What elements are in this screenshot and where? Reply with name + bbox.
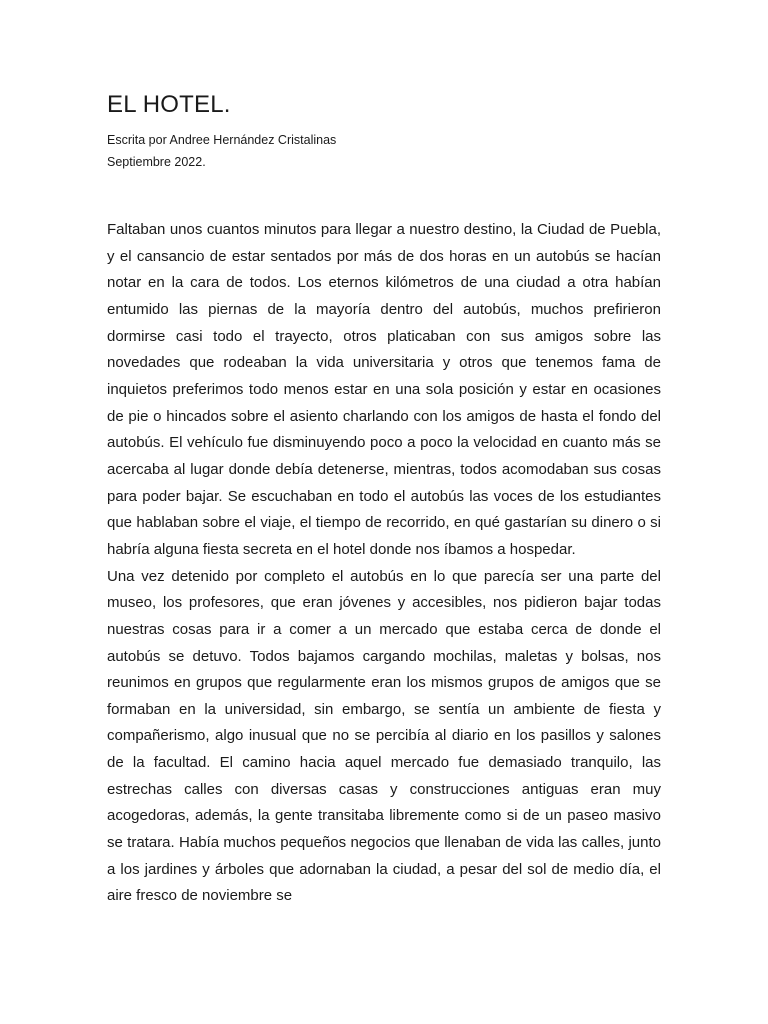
author-line: Escrita por Andree Hernández Cristalinas [107, 133, 337, 147]
document-title: EL HOTEL. [107, 91, 231, 118]
paragraph-1: Faltaban unos cuantos minutos para llegar a nuestro destino, la Ciudad de Puebla, y el cansancio de estar sentados por más de dos horas en un autobús se hacían notar en la cara de todos. Los eternos kilómetros de una ciudad a otra habían entumido las piernas de la mayoría dentro del autobús, muchos prefirieron dormirse casi todo el trayecto, otros platicaban con sus amigos sobre las novedades que rodeaban la vida universitaria y otros que tenemos fama de inquietos preferimos todo menos estar en una sola posición y estar en ocasiones de pie o hincados sobre el asiento charlando con los amigos de hasta el fondo del autobús. El vehículo fue disminuyendo poco a poco la velocidad en cuanto más se acercaba al lugar donde debía detenerse, mientras, todos acomodaban sus cosas para poder bajar. Se escuchaban en todo el autobús las voces de los estudiantes que hablaban sobre el viaje, el tiempo de recorrido, en qué gastarían su dinero o si habría alguna fiesta secreta en el hotel donde nos íbamos a hospedar. [107, 221, 661, 558]
document-body [107, 217, 661, 910]
date-line: Septiembre 2022. [107, 155, 206, 169]
paragraph-2: Una vez detenido por completo el autobús en lo que parecía ser una parte del museo, los profesores, que eran jóvenes y accesibles, nos pidieron bajar todas nuestras cosas para ir a comer a un mercado que estaba cerca de donde el autobús se detuvo. Todos bajamos cargando mochilas, maletas y bolsas, nos reunimos en grupos que regularmente eran los mismos grupos de amigos que se formaban en la universidad, sin embargo, se sentía un ambiente de fiesta y compañerismo, algo inusual que no se percibía al diario en los pasillos y salones de la facultad. El camino hacia aquel mercado fue demasiado tranquilo, las estrechas calles con diversas casas y construcciones antiguas eran muy acogedoras, además, la gente transitaba libremente como si de un paseo masivo se tratara. Había muchos pequeños negocios que llenaban de vida las calles, junto a los jardines y árboles que adornaban la ciudad, a pesar del sol de medio día, el aire fresco de noviembre se [107, 567, 661, 905]
